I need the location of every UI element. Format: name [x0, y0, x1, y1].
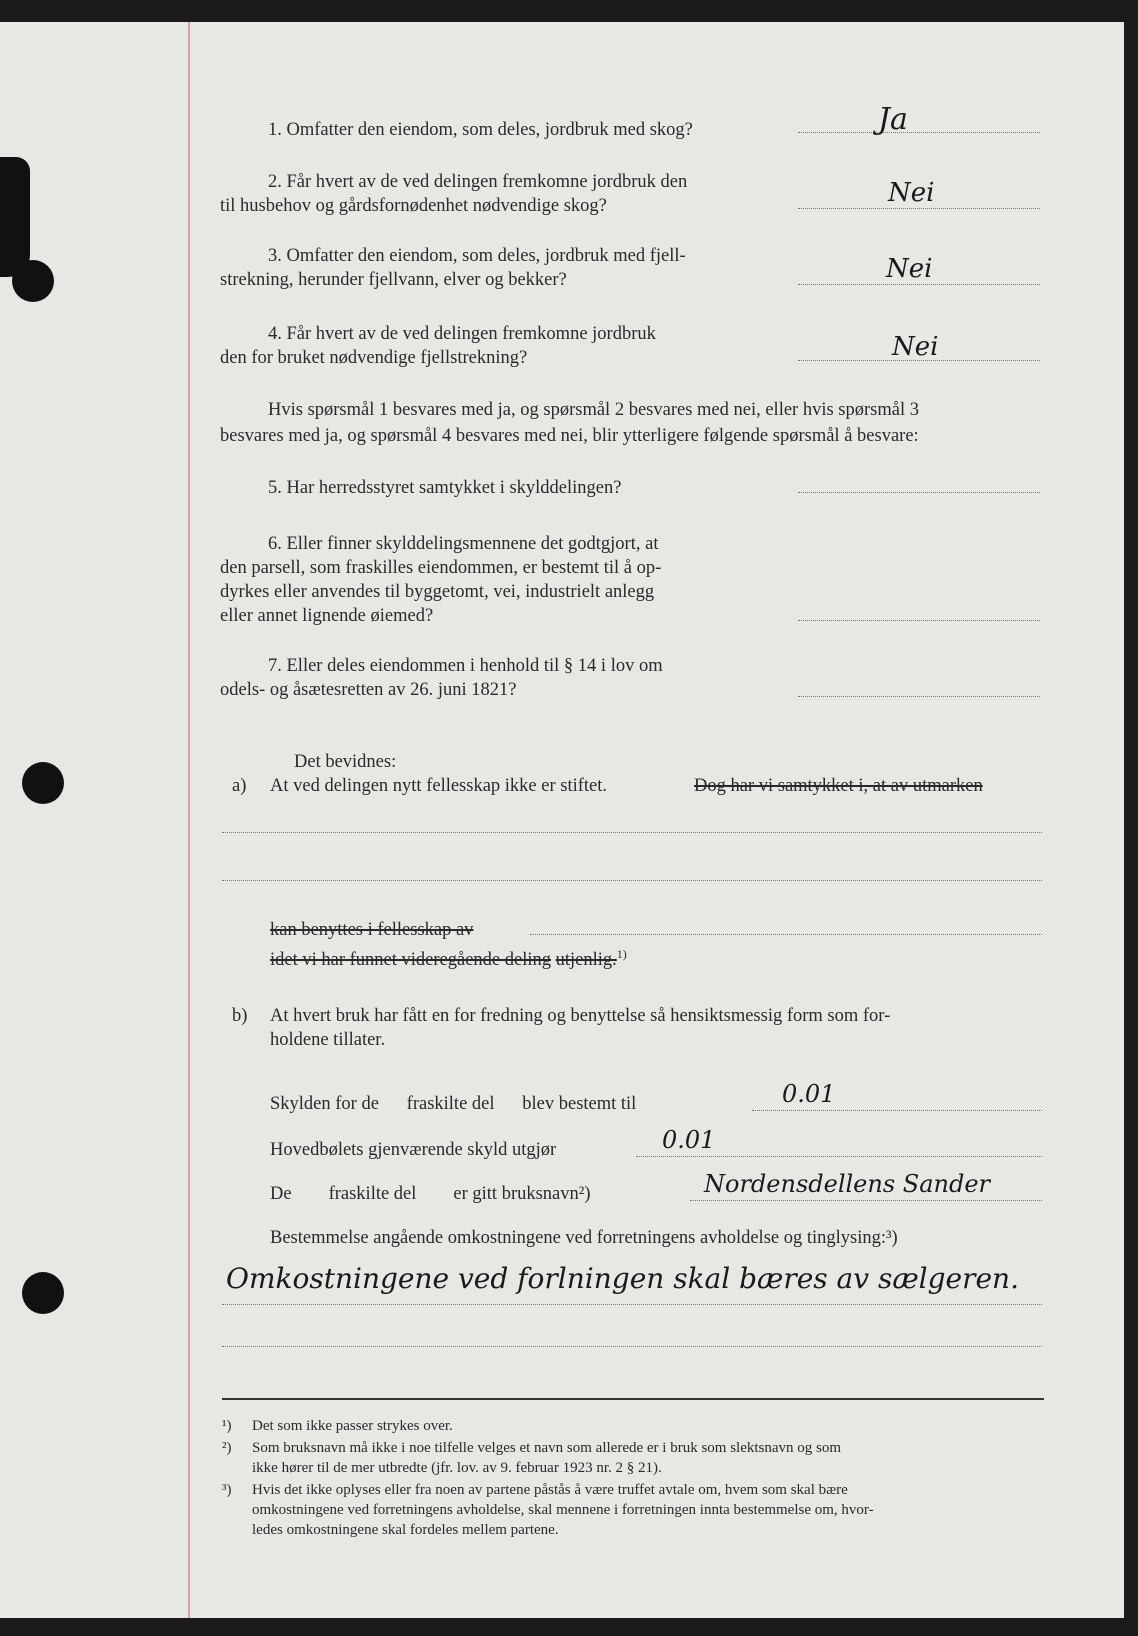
footnote-text: ikke hører til de mer utbredte (jfr. lov. av 9. februar 1923 nr. 2 § 21). — [252, 1460, 662, 1476]
answer-4: Nei — [892, 332, 939, 362]
punch-hole — [22, 762, 64, 804]
attest-b-line2: holdene tillater. — [270, 1030, 386, 1050]
attest-a-struck: Dog har vi samtykket i, at av utmarken — [694, 776, 983, 796]
question-3-line1: 3. Omfatter den eiendom, som deles, jordbruk med fjell- — [268, 246, 686, 266]
skyld-value: 0.01 — [782, 1080, 836, 1108]
attest-a-text: At ved delingen nytt fellesskap ikke er stiftet. — [270, 776, 608, 796]
question-3-line2: strekning, herunder fjellvann, elver og bekker? — [220, 270, 567, 290]
hoved-value: 0.01 — [662, 1126, 716, 1154]
condition-line1: Hvis spørsmål 1 besvares med ja, og spørsmål 2 besvares med nei, eller hvis spørsmål 3 — [268, 400, 919, 420]
answer-2: Nei — [888, 178, 935, 208]
blank-line — [222, 880, 1042, 881]
footnote-text: ledes omkostningene skal fordeles mellem partene. — [252, 1522, 559, 1538]
question-6-line2: den parsell, som fraskilles eiendommen, er bestemt til å op- — [220, 558, 662, 578]
footnote-mark: ¹) — [222, 1418, 232, 1434]
attest-a-struck-3 — [270, 942, 627, 972]
footnote-text: Det som ikke passer strykes over. — [252, 1418, 453, 1434]
margin-rule — [188, 22, 190, 1618]
attest-a-struck-3a: idet vi har funnet videregående deling — [270, 950, 551, 971]
question-6-line1: 6. Eller finner skylddelingsmennene det godtgjort, at — [268, 534, 659, 554]
footnote-mark: ²) — [222, 1440, 232, 1456]
answer-line — [752, 1110, 1042, 1111]
document-page — [0, 22, 1124, 1618]
cost-label: Bestemmelse angående omkostningene ved forretningens avholdelse og tinglysing:³) — [270, 1228, 898, 1248]
blank-line — [530, 934, 1042, 935]
answer-line — [636, 1156, 1042, 1157]
blank-line — [222, 832, 1042, 833]
answer-1: Ja — [878, 102, 908, 137]
question-5: 5. Har herredsstyret samtykket i skylddelingen? — [268, 478, 622, 498]
question-1: 1. Omfatter den eiendom, som deles, jordbruk med skog? — [268, 120, 693, 140]
skyld-label: Skylden for de fraskilte del blev bestemt til — [270, 1094, 637, 1114]
answer-line — [798, 492, 1040, 493]
footnote-text: Som bruksnavn må ikke i noe tilfelle velges et navn som allerede er i bruk som slektsnavn og som — [252, 1440, 842, 1456]
question-7-line2: odels- og åsætesretten av 26. juni 1821? — [220, 680, 517, 700]
navn-value: Nordensdellens Sander — [704, 1170, 991, 1198]
answer-line — [798, 696, 1040, 697]
question-6-line4: eller annet lignende øiemed? — [220, 606, 434, 626]
footnote-text: Hvis det ikke oplyses eller fra noen av partene påstås å være truffet avtale om, hvem som skal bære — [252, 1482, 848, 1498]
question-2-line2: til husbehov og gårdsfornødenhet nødvendige skog? — [220, 196, 607, 216]
hoved-label: Hovedbølets gjenværende skyld utgjør — [270, 1140, 557, 1160]
question-7-line1: 7. Eller deles eiendommen i henhold til § 14 i lov om — [268, 656, 663, 676]
attest-a-struck-3b: utjenlig. — [555, 950, 617, 971]
question-4-line2: den for bruket nødvendige fjellstrekning? — [220, 348, 528, 368]
footnote-mark: ³) — [222, 1482, 232, 1498]
footnote-divider — [222, 1398, 1044, 1400]
answer-line — [798, 208, 1040, 209]
question-6-line3: dyrkes eller anvendes til byggetomt, vei, industrielt anlegg — [220, 582, 655, 602]
attest-a-marker: a) — [232, 776, 247, 796]
answer-line — [798, 620, 1040, 621]
punch-hole — [12, 260, 54, 302]
footnote-ref: 1) — [616, 947, 627, 961]
attest-b-line1: At hvert bruk har fått en for fredning og benyttelse så hensiktsmessig form som for- — [270, 1006, 891, 1026]
answer-line — [798, 284, 1040, 285]
attest-heading: Det bevidnes: — [294, 752, 397, 772]
answer-line — [690, 1200, 1042, 1201]
answer-3: Nei — [886, 254, 933, 284]
punch-hole — [22, 1272, 64, 1314]
question-4-line1: 4. Får hvert av de ved delingen fremkomne jordbruk — [268, 324, 656, 344]
answer-line — [798, 132, 1040, 133]
footnote-text: omkostningene ved forretningens avholdelse, skal mennene i forretningen innta bestemmelse om, hvor- — [252, 1502, 874, 1518]
ink-blot — [0, 157, 30, 277]
cost-value: Omkostningene ved forlningen skal bæres av sælgeren. — [226, 1262, 1019, 1295]
condition-line2: besvares med ja, og spørsmål 4 besvares med nei, blir ytterligere følgende spørsmål å besvare: — [220, 426, 919, 446]
blank-line — [222, 1346, 1042, 1347]
question-2-line1: 2. Får hvert av de ved delingen fremkomne jordbruk den — [268, 172, 688, 192]
blank-line — [222, 1304, 1042, 1305]
attest-b-marker: b) — [232, 1006, 248, 1026]
attest-a-struck-2: kan benyttes i fellesskap av — [270, 920, 474, 940]
navn-label: De fraskilte del er gitt bruksnavn²) — [270, 1184, 591, 1204]
